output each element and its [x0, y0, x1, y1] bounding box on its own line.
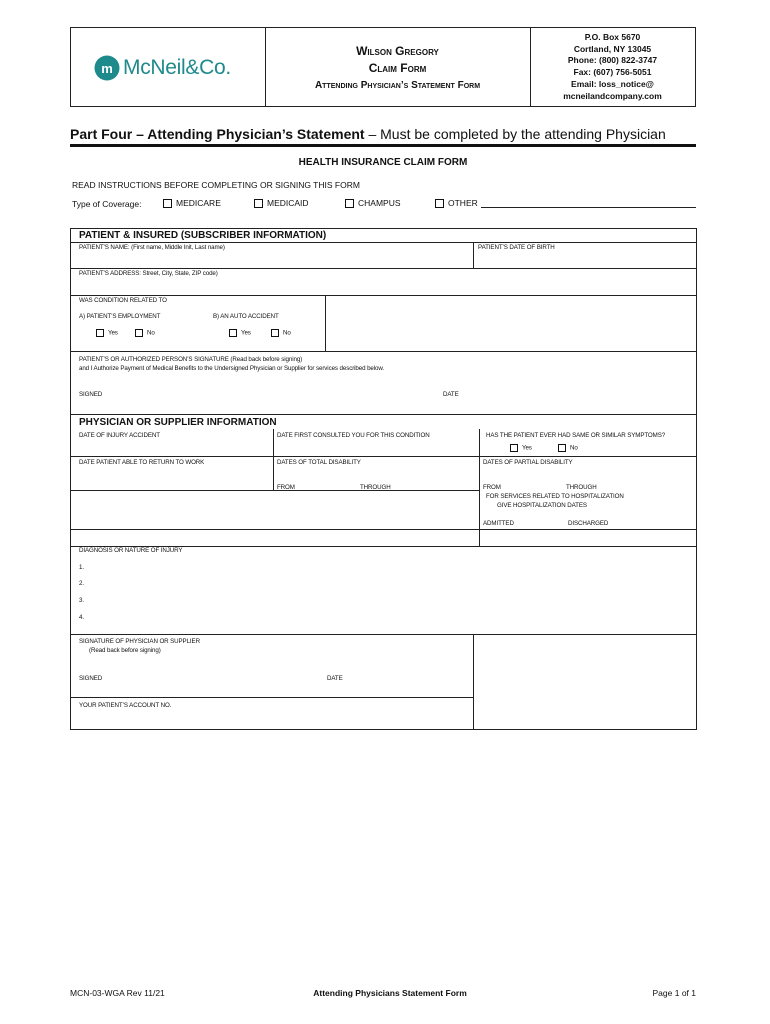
total-through-label: THROUGH: [360, 484, 391, 491]
col-divider: [473, 242, 474, 268]
logo-text: McNeil&Co.: [123, 56, 231, 79]
patient-address-field[interactable]: [72, 278, 694, 294]
physician-date-label: DATE: [327, 675, 343, 682]
patient-dob-field[interactable]: [476, 251, 694, 267]
employment-label: A) PATIENT’S EMPLOYMENT: [79, 313, 161, 320]
champus-label: CHAMPUS: [358, 198, 401, 208]
part-heading-rest: – Must be completed by the attending Physician: [364, 126, 666, 142]
medicaid-checkbox[interactable]: [254, 199, 263, 208]
auto-no[interactable]: [271, 329, 291, 337]
coverage-champus[interactable]: [345, 198, 401, 208]
row-divider: [70, 414, 696, 415]
auto-accident-label: B) AN AUTO ACCIDENT: [213, 313, 279, 320]
similar-no[interactable]: [558, 444, 578, 452]
coverage-other[interactable]: [435, 198, 478, 208]
first-consulted-label: DATE FIRST CONSULTED YOU FOR THIS CONDITION: [277, 432, 430, 439]
employment-yes-checkbox[interactable]: [96, 329, 104, 337]
row-divider: [70, 351, 696, 352]
no-label: No: [147, 329, 155, 337]
employment-yes[interactable]: [96, 329, 118, 337]
part-heading-bold: Part Four – Attending Physician’s Statement: [70, 126, 365, 142]
form-bottom-border: [70, 729, 697, 730]
diagnosis-item-3: 3.: [79, 597, 84, 604]
coverage-medicare[interactable]: [163, 198, 221, 208]
col-divider: [273, 429, 274, 490]
patient-signed-label: SIGNED: [79, 391, 103, 398]
patient-address-label: PATIENT’S ADDRESS: Street, City, State, ZIP code): [79, 270, 218, 277]
row-divider: [70, 242, 696, 243]
contact-po-box: P.O. Box 5670: [584, 32, 641, 42]
read-back-label: (Read back before signing): [89, 647, 161, 654]
form-title-line2: Claim Form: [368, 61, 427, 75]
logo-mark-icon: [94, 55, 120, 81]
auto-no-checkbox[interactable]: [271, 329, 279, 337]
patient-section-title: PATIENT & INSURED (SUBSCRIBER INFORMATION): [79, 230, 327, 241]
patient-signature-date-field[interactable]: [465, 385, 690, 401]
no-label: No: [283, 329, 291, 337]
partial-disability-label: DATES OF PARTIAL DISABILITY: [483, 459, 573, 466]
other-checkbox[interactable]: [435, 199, 444, 208]
col-divider: [325, 295, 326, 351]
other-fill-line[interactable]: [481, 207, 696, 208]
hospitalization-label: FOR SERVICES RELATED TO HOSPITALIZATION: [486, 493, 624, 500]
employment-no[interactable]: [135, 329, 155, 337]
account-number-field[interactable]: [72, 710, 470, 726]
yes-label: Yes: [522, 444, 532, 452]
similar-yes-checkbox[interactable]: [510, 444, 518, 452]
footer-form-code: MCN-03-WGA Rev 11/21: [70, 988, 165, 998]
row-divider: [70, 268, 696, 269]
diagnosis-field[interactable]: [90, 560, 690, 628]
row-divider: [70, 697, 474, 698]
physician-section-title: PHYSICIAN OR SUPPLIER INFORMATION: [79, 417, 277, 428]
injury-date-label: DATE OF INJURY ACCIDENT: [79, 432, 160, 439]
yes-label: Yes: [108, 329, 118, 337]
row-divider: [70, 456, 696, 457]
diagnosis-item-1: 1.: [79, 564, 84, 571]
similar-symptoms-label: HAS THE PATIENT EVER HAD SAME OR SIMILAR SYMPTOMS?: [486, 432, 666, 439]
part-heading-rule: [70, 144, 696, 147]
patient-date-label: DATE: [443, 391, 459, 398]
auto-yes-checkbox[interactable]: [229, 329, 237, 337]
contact-phone: Phone: (800) 822-3747: [567, 55, 658, 66]
row-divider: [70, 490, 480, 491]
yes-label: Yes: [241, 329, 251, 337]
discharged-label: DISCHARGED: [568, 520, 609, 527]
svg-text:m: m: [101, 61, 113, 76]
col-divider: [473, 634, 474, 729]
diagnosis-item-4: 4.: [79, 614, 84, 621]
no-label: No: [570, 444, 578, 452]
diagnosis-label: DIAGNOSIS OR NATURE OF INJURY: [79, 547, 183, 554]
account-number-label: YOUR PATIENT’S ACCOUNT NO.: [79, 702, 172, 709]
form-top-border: [70, 228, 696, 229]
partial-from-label: FROM: [483, 484, 501, 491]
patient-dob-label: PATIENT’S DATE OF BIRTH: [478, 244, 555, 251]
row-divider: [70, 295, 696, 296]
row-divider: [70, 634, 696, 635]
physician-signature-field[interactable]: [112, 669, 317, 685]
patient-name-label: PATIENT’S NAME: (First name, Middle Init, Last name): [79, 244, 225, 251]
similar-yes[interactable]: [510, 444, 532, 452]
part-heading: [70, 126, 666, 142]
form-left-border: [70, 228, 71, 729]
similar-no-checkbox[interactable]: [558, 444, 566, 452]
total-disability-label: DATES OF TOTAL DISABILITY: [277, 459, 361, 466]
contact-city: Cortland, NY 13045: [573, 43, 652, 54]
remarks-field[interactable]: [72, 492, 477, 544]
contact-block: [530, 32, 695, 102]
row-divider: [70, 529, 696, 530]
form-right-border: [696, 228, 697, 729]
coverage-medicaid[interactable]: [254, 198, 309, 208]
instructions-text: READ INSTRUCTIONS BEFORE COMPLETING OR SIGNING THIS FORM: [72, 180, 360, 190]
form-title-line1: Wilson Gregory: [356, 44, 439, 58]
patient-name-field[interactable]: [72, 251, 470, 267]
employment-no-checkbox[interactable]: [135, 329, 143, 337]
medicaid-label: MEDICAID: [267, 198, 309, 208]
condition-label: WAS CONDITION RELATED TO: [79, 297, 167, 304]
patient-signature-field[interactable]: [112, 385, 432, 401]
partial-through-label: THROUGH: [566, 484, 597, 491]
physician-signed-label: SIGNED: [79, 675, 103, 682]
contact-website: mcneilandcompany.com: [563, 90, 662, 101]
footer-page-number: Page 1 of 1: [652, 988, 696, 998]
physician-date-field[interactable]: [350, 669, 468, 685]
coverage-label: Type of Coverage:: [72, 199, 142, 209]
form-subtitle: Attending Physician’s Statement Form: [314, 80, 481, 91]
diagnosis-item-2: 2.: [79, 580, 84, 587]
health-claim-title: HEALTH INSURANCE CLAIM FORM: [298, 157, 468, 168]
patient-signature-label: PATIENT’S OR AUTHORIZED PERSON’S SIGNATURE (Read back before signing): [79, 356, 303, 363]
physician-signature-label: SIGNATURE OF PHYSICIAN OR SUPPLIER: [79, 638, 200, 645]
company-logo: [94, 55, 231, 81]
medicare-checkbox[interactable]: [163, 199, 172, 208]
contact-fax: Fax: (607) 756-5051: [573, 67, 652, 78]
admitted-label: ADMITTED: [483, 520, 514, 527]
auto-yes[interactable]: [229, 329, 251, 337]
return-to-work-label: DATE PATIENT ABLE TO RETURN TO WORK: [79, 459, 205, 466]
other-label: OTHER: [448, 198, 478, 208]
payment-authorization-text: and I Authorize Payment of Medical Benefits to the Undersigned Physician or Supplier for services described below.: [79, 365, 385, 372]
hospitalization-dates-label: GIVE HOSPITALIZATION DATES: [497, 502, 587, 509]
champus-checkbox[interactable]: [345, 199, 354, 208]
total-from-label: FROM: [277, 484, 295, 491]
medicare-label: MEDICARE: [176, 198, 221, 208]
contact-email: Email: loss_notice@: [571, 78, 654, 89]
footer-form-name: Attending Physicians Statement Form: [313, 988, 467, 998]
